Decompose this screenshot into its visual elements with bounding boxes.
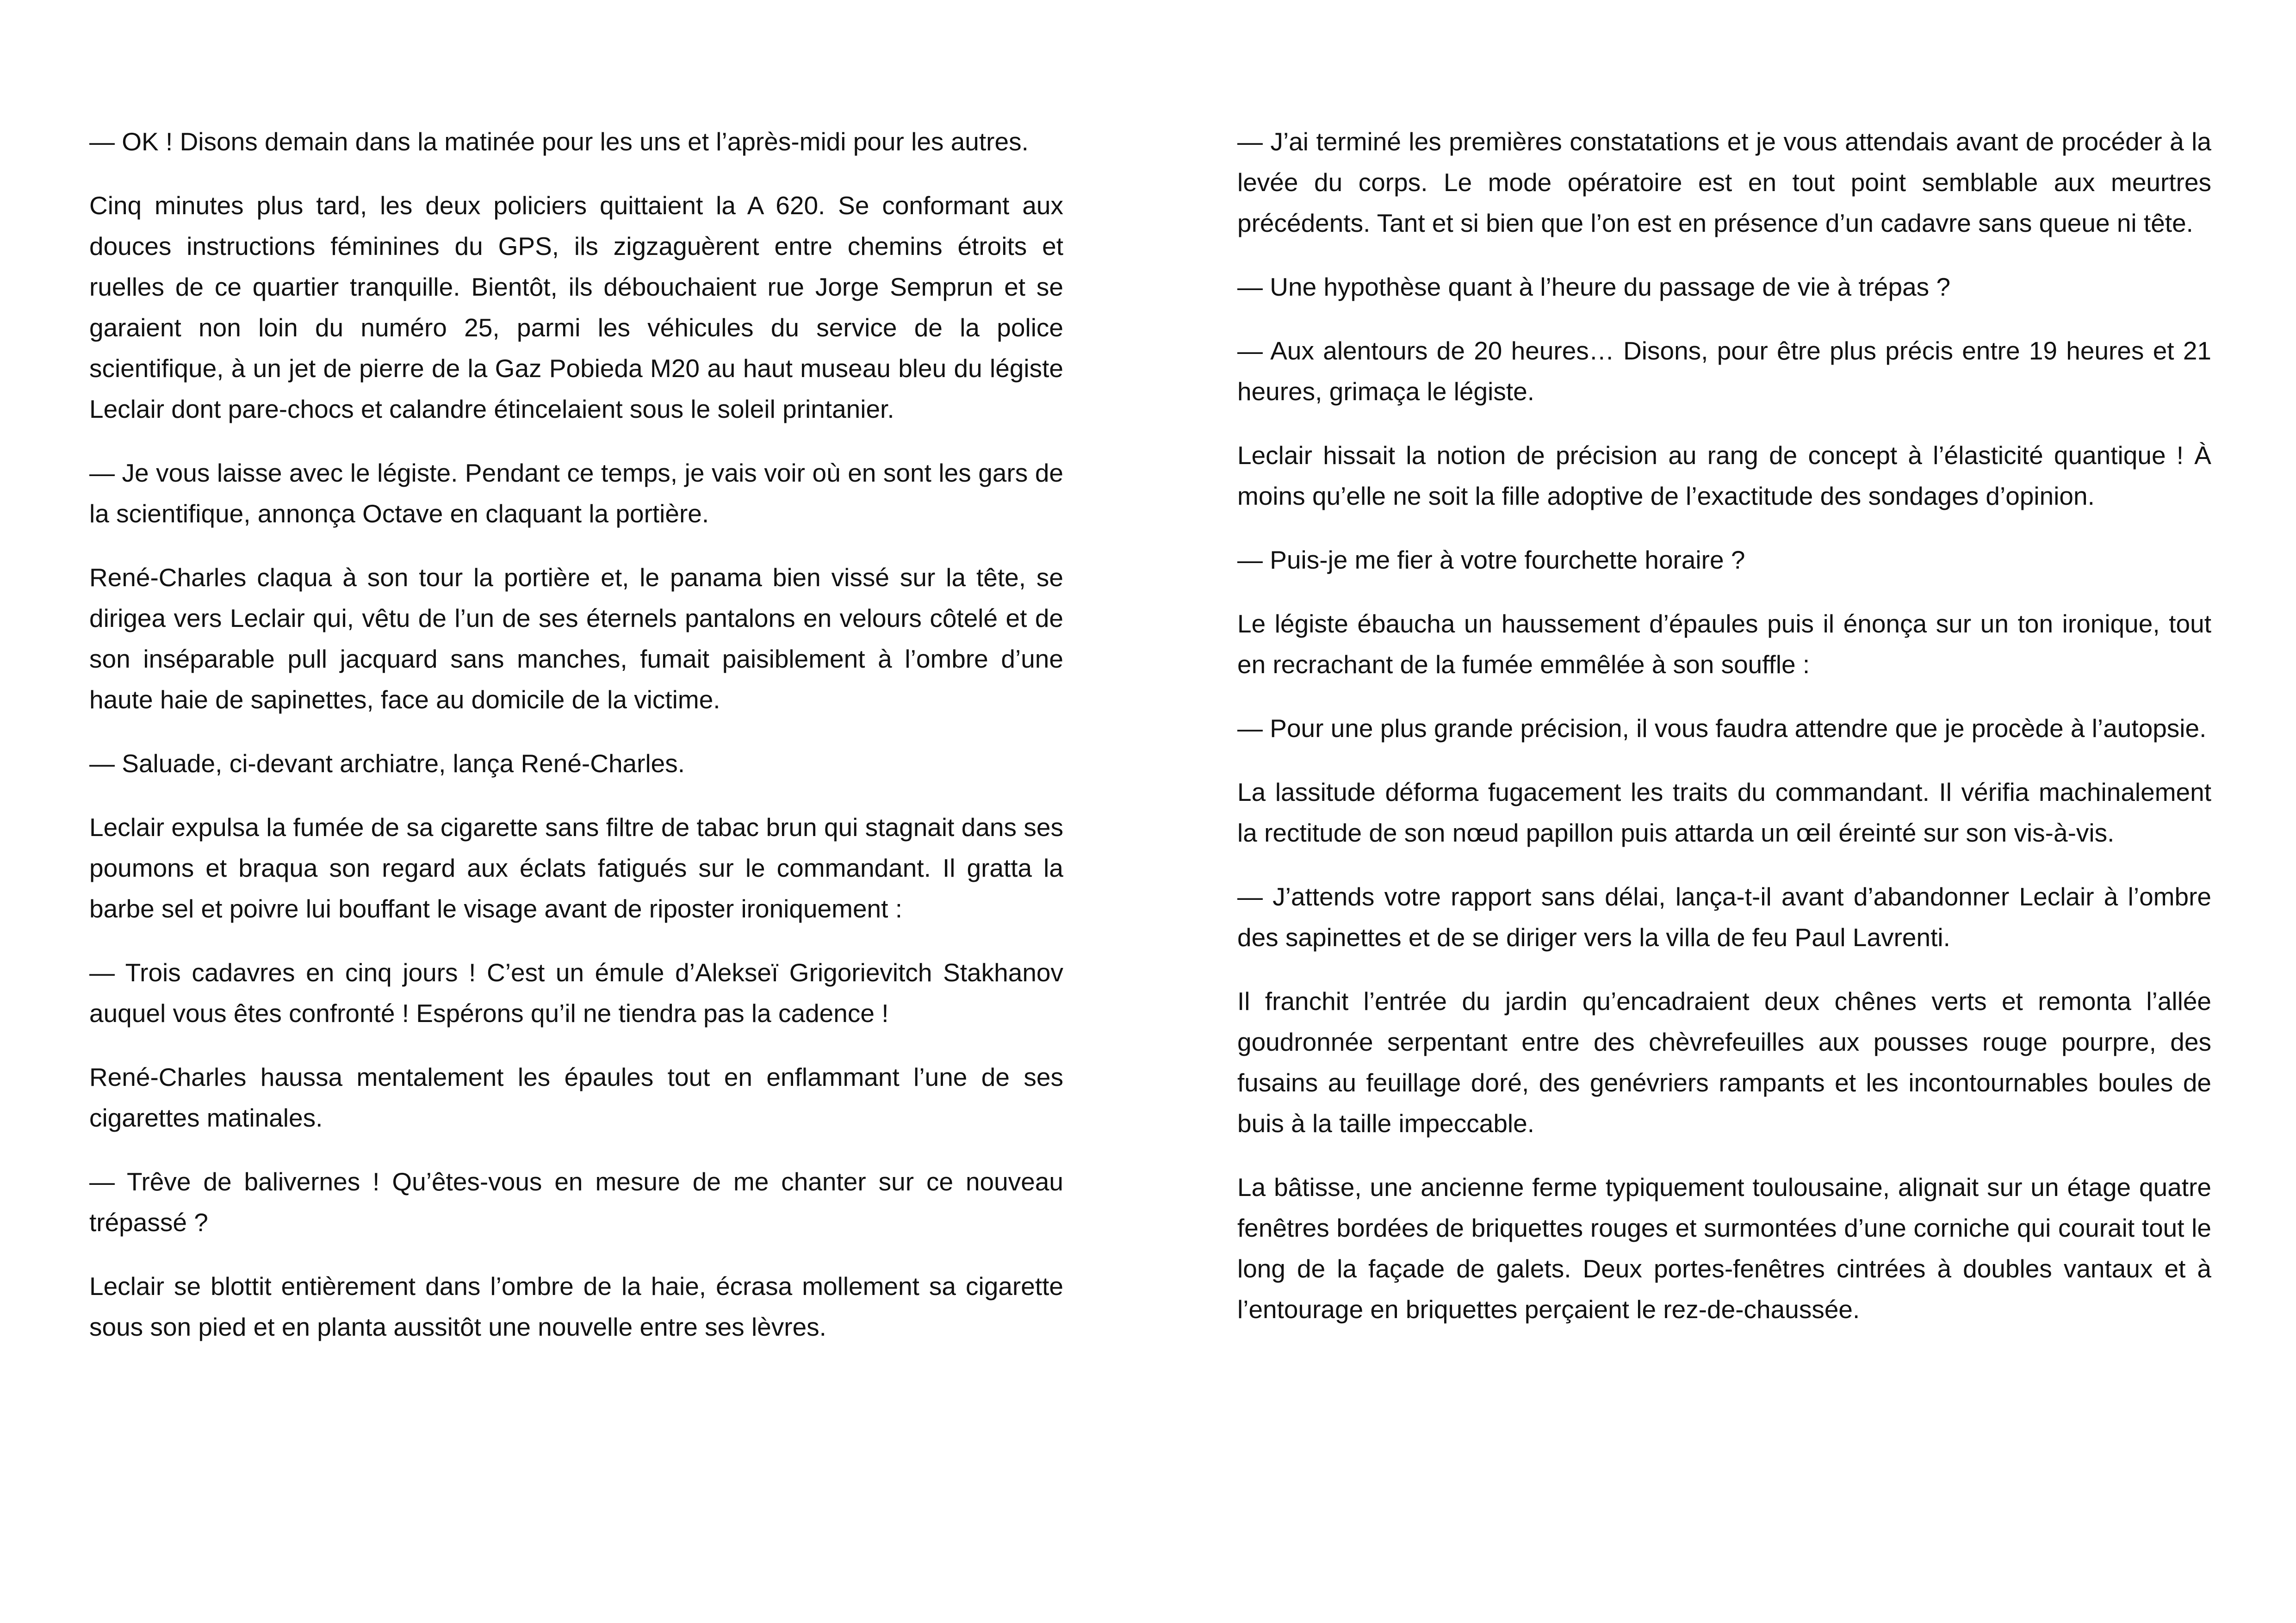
paragraph: Le légiste ébaucha un haussement d’épaules puis il énonça sur un ton ironique, tout en recrachant de la fumée emmêlée à son souffle : (1237, 609, 2211, 679)
paragraph: — Pour une plus grande précision, il vous faudra attendre que je procède à l’autopsie. (1237, 714, 2207, 743)
paragraph: — Une hypothèse quant à l’heure du passage de vie à trépas ? (1237, 273, 1951, 301)
paragraph: — Trêve de balivernes ! Qu’êtes-vous en mesure de me chanter sur ce nouveau trépassé ? (89, 1167, 1063, 1237)
paragraph: René-Charles haussa mentalement les épaules tout en enflammant l’une de ses cigarettes matinales. (89, 1063, 1063, 1132)
paragraph: Leclair expulsa la fumée de sa cigarette sans filtre de tabac brun qui stagnait dans ses poumons et braqua son regard aux éclats fatigués sur le commandant. Il gratta la barbe sel et poivre lui bouffant le visage avant de riposter ironiquement : (89, 813, 1063, 923)
paragraph: — J’attends votre rapport sans délai, lança-t-il avant d’abandonner Leclair à l’ombre des sapinettes et de se diriger vers la villa de feu Paul Lavrenti. (1237, 882, 2211, 952)
paragraph: René-Charles claqua à son tour la portière et, le panama bien vissé sur la tête, se dirigea vers Leclair qui, vêtu de l’un de ses éternels pantalons en velours côtelé et de son inséparable pull jacquard sans manches, fumait paisiblement à l’ombre d’une haute haie de sapinettes, face au domicile de la victime. (89, 563, 1063, 714)
left-page (89, 121, 1063, 1370)
paragraph: Leclair se blottit entièrement dans l’ombre de la haie, écrasa mollement sa cigarette sous son pied et en planta aussitôt une nouvelle entre ses lèvres. (89, 1272, 1063, 1341)
paragraph: — OK ! Disons demain dans la matinée pour les uns et l’après-midi pour les autres. (89, 127, 1029, 156)
paragraph: — J’ai terminé les premières constatations et je vous attendais avant de procéder à la levée du corps. Le mode opératoire est en tout point semblable aux meurtres précédents. Tant et si bien que l’on est en présence d’un cadavre sans queue ni tête. (1237, 127, 2211, 237)
paragraph: — Puis-je me fier à votre fourchette horaire ? (1237, 545, 1745, 574)
paragraph: — Trois cadavres en cinq jours ! C’est un émule d’Alekseï Grigorievitch Stakhanov auquel vous êtes confronté ! Espérons qu’il ne tiendra pas la cadence ! (89, 958, 1063, 1028)
paragraph: Leclair hissait la notion de précision au rang de concept à l’élasticité quantique ! À moins qu’elle ne soit la fille adoptive de l’exactitude des sondages d’opinion. (1237, 441, 2211, 510)
paragraph: — Je vous laisse avec le légiste. Pendant ce temps, je vais voir où en sont les gars de la scientifique, annonça Octave en claquant la portière. (89, 458, 1063, 528)
paragraph: La lassitude déforma fugacement les traits du commandant. Il vérifia machinalement la rectitude de son nœud papillon puis attarda un œil éreinté sur son vis-à-vis. (1237, 778, 2211, 847)
paragraph: — Saluade, ci-devant archiatre, lança René-Charles. (89, 749, 685, 778)
paragraph: Il franchit l’entrée du jardin qu’encadraient deux chênes verts et remonta l’allée goudronnée serpentant entre des chèvrefeuilles aux pousses rouge pourpre, des fusains au feuillage doré, des genévriers rampants et les incontournables boules de buis à la taille impeccable. (1237, 987, 2211, 1138)
paragraph: Cinq minutes plus tard, les deux policiers quittaient la A 620. Se conformant aux douces instructions féminines du GPS, ils zigzaguèrent entre chemins étroits et ruelles de ce quartier tranquille. Bientôt, ils débouchaient rue Jorge Semprun et se garaient non loin du numéro 25, parmi les véhicules du service de la police scientifique, à un jet de pierre de la Gaz Pobieda M20 au haut museau bleu du légiste Leclair dont pare-chocs et calandre étincelaient sous le soleil printanier. (89, 191, 1063, 423)
paragraph: — Aux alentours de 20 heures… Disons, pour être plus précis entre 19 heures et 21 heures, grimaça le légiste. (1237, 336, 2211, 406)
right-page (1237, 121, 2211, 1353)
paragraph: La bâtisse, une ancienne ferme typiquement toulousaine, alignait sur un étage quatre fenêtres bordées de briquettes rouges et surmontées d’une corniche qui courait tout le long de la façade de galets. Deux portes-fenêtres cintrées à doubles vantaux et à l’entourage en briquettes perçaient le rez-de-chaussée. (1237, 1173, 2211, 1324)
